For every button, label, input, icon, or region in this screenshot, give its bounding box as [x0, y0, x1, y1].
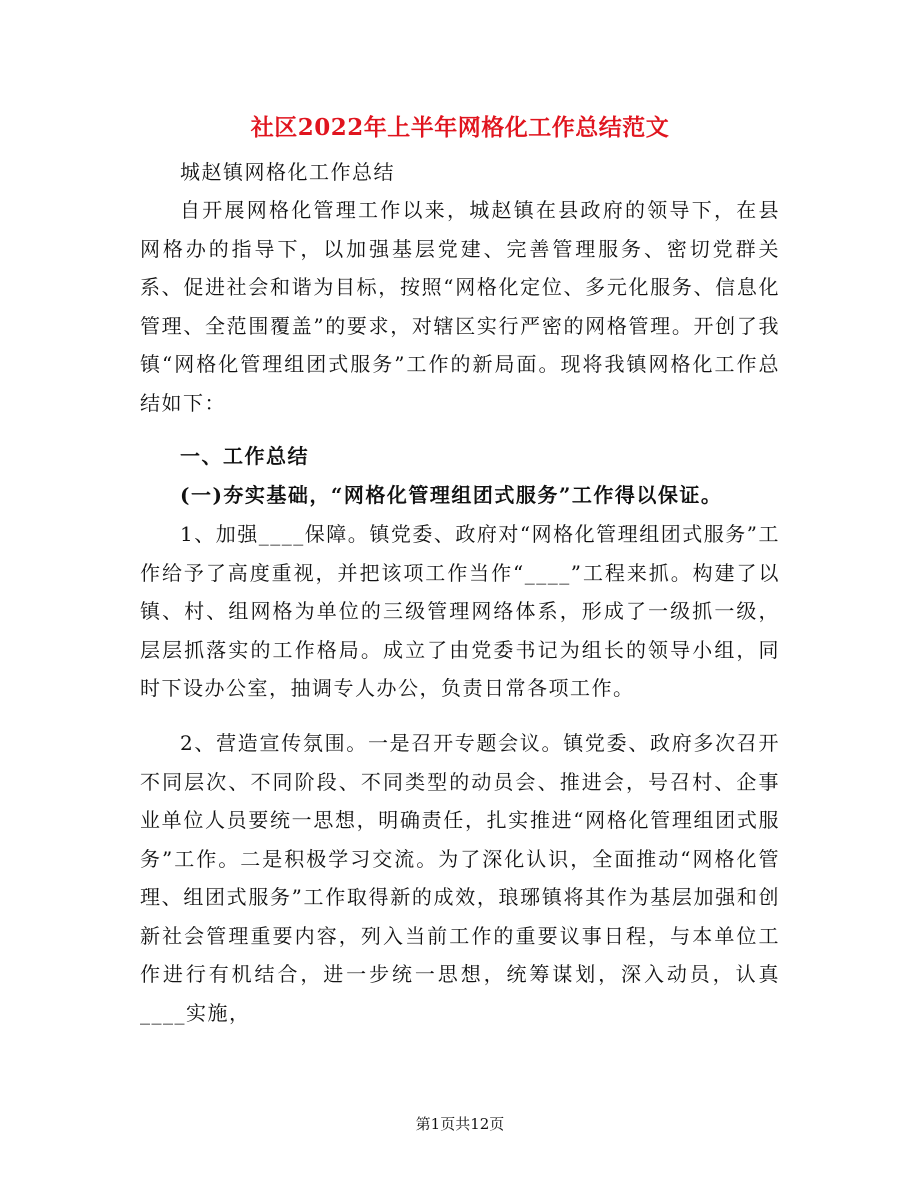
- subtitle-paragraph: 城赵镇网格化工作总结: [180, 160, 395, 184]
- item-2-paragraph: 2、营造宣传氛围。一是召开专题会议。镇党委、政府多次召开不同层次、不同阶段、不同类型的动员会、推进会，号召村、企事业单位人员要统一思想，明确责任，扎实推进“网格化管理组团式服务”工作。二是积极学习交流。为了深化认识，全面推动“网格化管理、组团式服务”工作取得新的成效，琅琊镇将其作为基层加强和创新社会管理重要内容，列入当前工作的重要议事日程，与本单位工作进行有机结合，进一步统一思想，统筹谋划，深入动员，认真____实施，: [140, 731, 780, 1025]
- intro-paragraph: 自开展网格化管理工作以来，城赵镇在县政府的领导下，在县网格办的指导下，以加强基层党建、完善管理服务、密切党群关系、促进社会和谐为目标，按照“网格化定位、多元化服务、信息化管理、全范围覆盖”的要求，对辖区实行严密的网格管理。开创了我镇“网格化管理组团式服务”工作的新局面。现将我镇网格化工作总结如下：: [140, 198, 780, 415]
- document-title: 社区2022年上半年网格化工作总结范文: [250, 114, 670, 141]
- subsection-heading: (一)夯实基础，“网格化管理组团式服务”工作得以保证。: [180, 483, 723, 507]
- section-heading: 一、工作总结: [180, 444, 309, 468]
- item-1-paragraph: 1、加强____保障。镇党委、政府对“网格化管理组团式服务”工作给予了高度重视，并把该项工作当作“____”工程来抓。构建了以镇、村、组网格为单位的三级管理网络体系，形成了一级抓一级，层层抓落实的工作格局。成立了由党委书记为组长的领导小组，同时下设办公室，抽调专人办公，负责日常各项工作。: [140, 522, 780, 700]
- page-footer: 第1页共12页: [415, 1115, 505, 1133]
